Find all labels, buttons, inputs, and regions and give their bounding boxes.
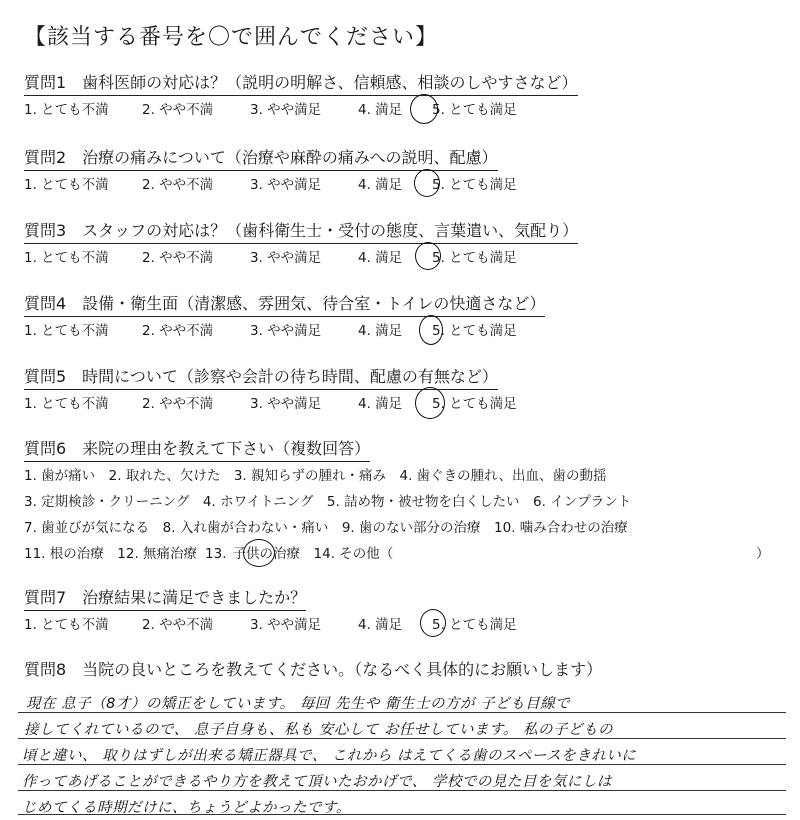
q6-option-13[interactable]: 13.	[205, 546, 227, 562]
question-2-title: 質問2 治療の痛みについて（治療や麻酔の痛みへの説明、配慮）	[24, 145, 498, 171]
q2-option-4[interactable]: 4. 満足	[358, 177, 403, 193]
q3-option-4[interactable]: 4. 満足	[358, 250, 403, 266]
q1-option-5[interactable]: 5. とても満足	[432, 102, 517, 118]
q4-selected-circle	[419, 315, 443, 345]
q6-options-line-3[interactable]: 7. 歯並びが気になる 8. 入れ歯が合わない・痛い 9. 歯のない部分の治療 10. 噛み合わせの治療	[24, 520, 628, 536]
q6-other-close-paren: ）	[756, 546, 770, 562]
q6-option-11-12[interactable]: 11. 根の治療 12. 無痛治療	[24, 546, 198, 562]
q7-option-2[interactable]: 2. やや不満	[142, 617, 214, 633]
question-4-title: 質問4 設備・衛生面（清潔感、雰囲気、待合室・トイレの快適さなど）	[24, 291, 545, 317]
q2-selected-circle	[414, 169, 440, 197]
q7-option-3[interactable]: 3. やや満足	[250, 617, 322, 633]
question-3-title: 質問3 スタッフの対応は？（歯科衛生士・受付の態度、言葉遣い、気配り）	[24, 218, 578, 244]
question-5-title: 質問5 時間について（診察や会計の待ち時間、配慮の有無など）	[24, 364, 498, 390]
q5-option-2[interactable]: 2. やや不満	[142, 396, 214, 412]
q2-option-3[interactable]: 3. やや満足	[250, 177, 322, 193]
q3-option-5[interactable]: 5. とても満足	[432, 250, 517, 266]
handwritten-answer-line-2[interactable]: 接してくれているので、 息子自身も、私も 安心して お任せしています。 私の子どもの	[24, 722, 613, 738]
q7-option-5[interactable]: 5. とても満足	[432, 617, 517, 633]
question-3-options	[24, 246, 517, 266]
q4-option-5[interactable]: 5. とても満足	[432, 323, 517, 339]
q1-option-1[interactable]: 1. とても不満	[24, 102, 109, 118]
q6-option-13-14[interactable]: 子供の治療 14. その他（	[232, 546, 394, 562]
q1-selected-circle	[410, 94, 438, 124]
q5-option-3[interactable]: 3. やや満足	[250, 396, 322, 412]
q7-selected-circle	[420, 609, 446, 637]
q1-option-3[interactable]: 3. やや満足	[250, 102, 322, 118]
question-6-title: 質問6 来院の理由を教えて下さい（複数回答）	[24, 436, 370, 462]
q4-option-1[interactable]: 1. とても不満	[24, 323, 109, 339]
question-1-title: 質問1 歯科医師の対応は？（説明の明解さ、信頼感、相談のしやすさなど）	[24, 70, 578, 96]
question-8-title: 質問8 当院の良いところを教えてください。（なるべく具体的にお願いします）	[24, 660, 603, 679]
q5-selected-circle	[415, 387, 445, 419]
q5-option-1[interactable]: 1. とても不満	[24, 396, 109, 412]
q6-options-line-2[interactable]: 3. 定期検診・クリーニング 4. ホワイトニング 5. 詰め物・被せ物を白くしたい 6. インプラント	[24, 494, 632, 510]
q2-option-1[interactable]: 1. とても不満	[24, 177, 109, 193]
handwritten-answer-line-3[interactable]: 頃と違い、 取りはずしが出来る矯正器具で、 これから はえてくる歯のスペースをきれいに	[22, 748, 637, 764]
question-7-title: 質問7 治療結果に満足できましたか？	[24, 585, 306, 611]
q4-option-3[interactable]: 3. やや満足	[250, 323, 322, 339]
handwritten-answer-line-4[interactable]: 作ってあげることができるやり方を教えて頂いたおかげで、 学校での見た目を気にしは	[22, 774, 612, 790]
q5-option-5[interactable]: 5. とても満足	[432, 396, 517, 412]
page-header: 【該当する番号を〇で囲んでください】	[24, 25, 439, 50]
q7-option-4[interactable]: 4. 満足	[358, 617, 403, 633]
q6-options-line-4	[24, 542, 393, 562]
q2-option-2[interactable]: 2. やや不満	[142, 177, 214, 193]
question-1-options	[24, 98, 517, 118]
q4-option-2[interactable]: 2. やや不満	[142, 323, 214, 339]
q1-option-2[interactable]: 2. やや不満	[142, 102, 214, 118]
q3-selected-circle	[415, 242, 441, 270]
q3-option-1[interactable]: 1. とても不満	[24, 250, 109, 266]
q2-option-5[interactable]: 5. とても満足	[432, 177, 517, 193]
q7-option-1[interactable]: 1. とても不満	[24, 617, 109, 633]
q1-option-4[interactable]: 4. 満足	[358, 102, 403, 118]
q5-option-4[interactable]: 4. 満足	[358, 396, 403, 412]
q3-option-3[interactable]: 3. やや満足	[250, 250, 322, 266]
handwritten-answer-line-1[interactable]: 現在 息子（8才）の矯正をしています。 毎回 先生や 衛生士の方が 子ども目線で	[26, 696, 571, 712]
q3-option-2[interactable]: 2. やや不満	[142, 250, 214, 266]
question-2-options	[24, 173, 517, 193]
q4-option-4[interactable]: 4. 満足	[358, 323, 403, 339]
handwritten-answer-line-5[interactable]: じめてくる時期だけに、ちょうどよかったです。	[22, 800, 351, 816]
q6-options-line-1[interactable]: 1. 歯が痛い 2. 取れた、欠けた 3. 親知らずの腫れ・痛み 4. 歯ぐきの腫れ、出血、歯の動揺	[24, 468, 607, 484]
q6-selected-circle	[243, 539, 275, 567]
